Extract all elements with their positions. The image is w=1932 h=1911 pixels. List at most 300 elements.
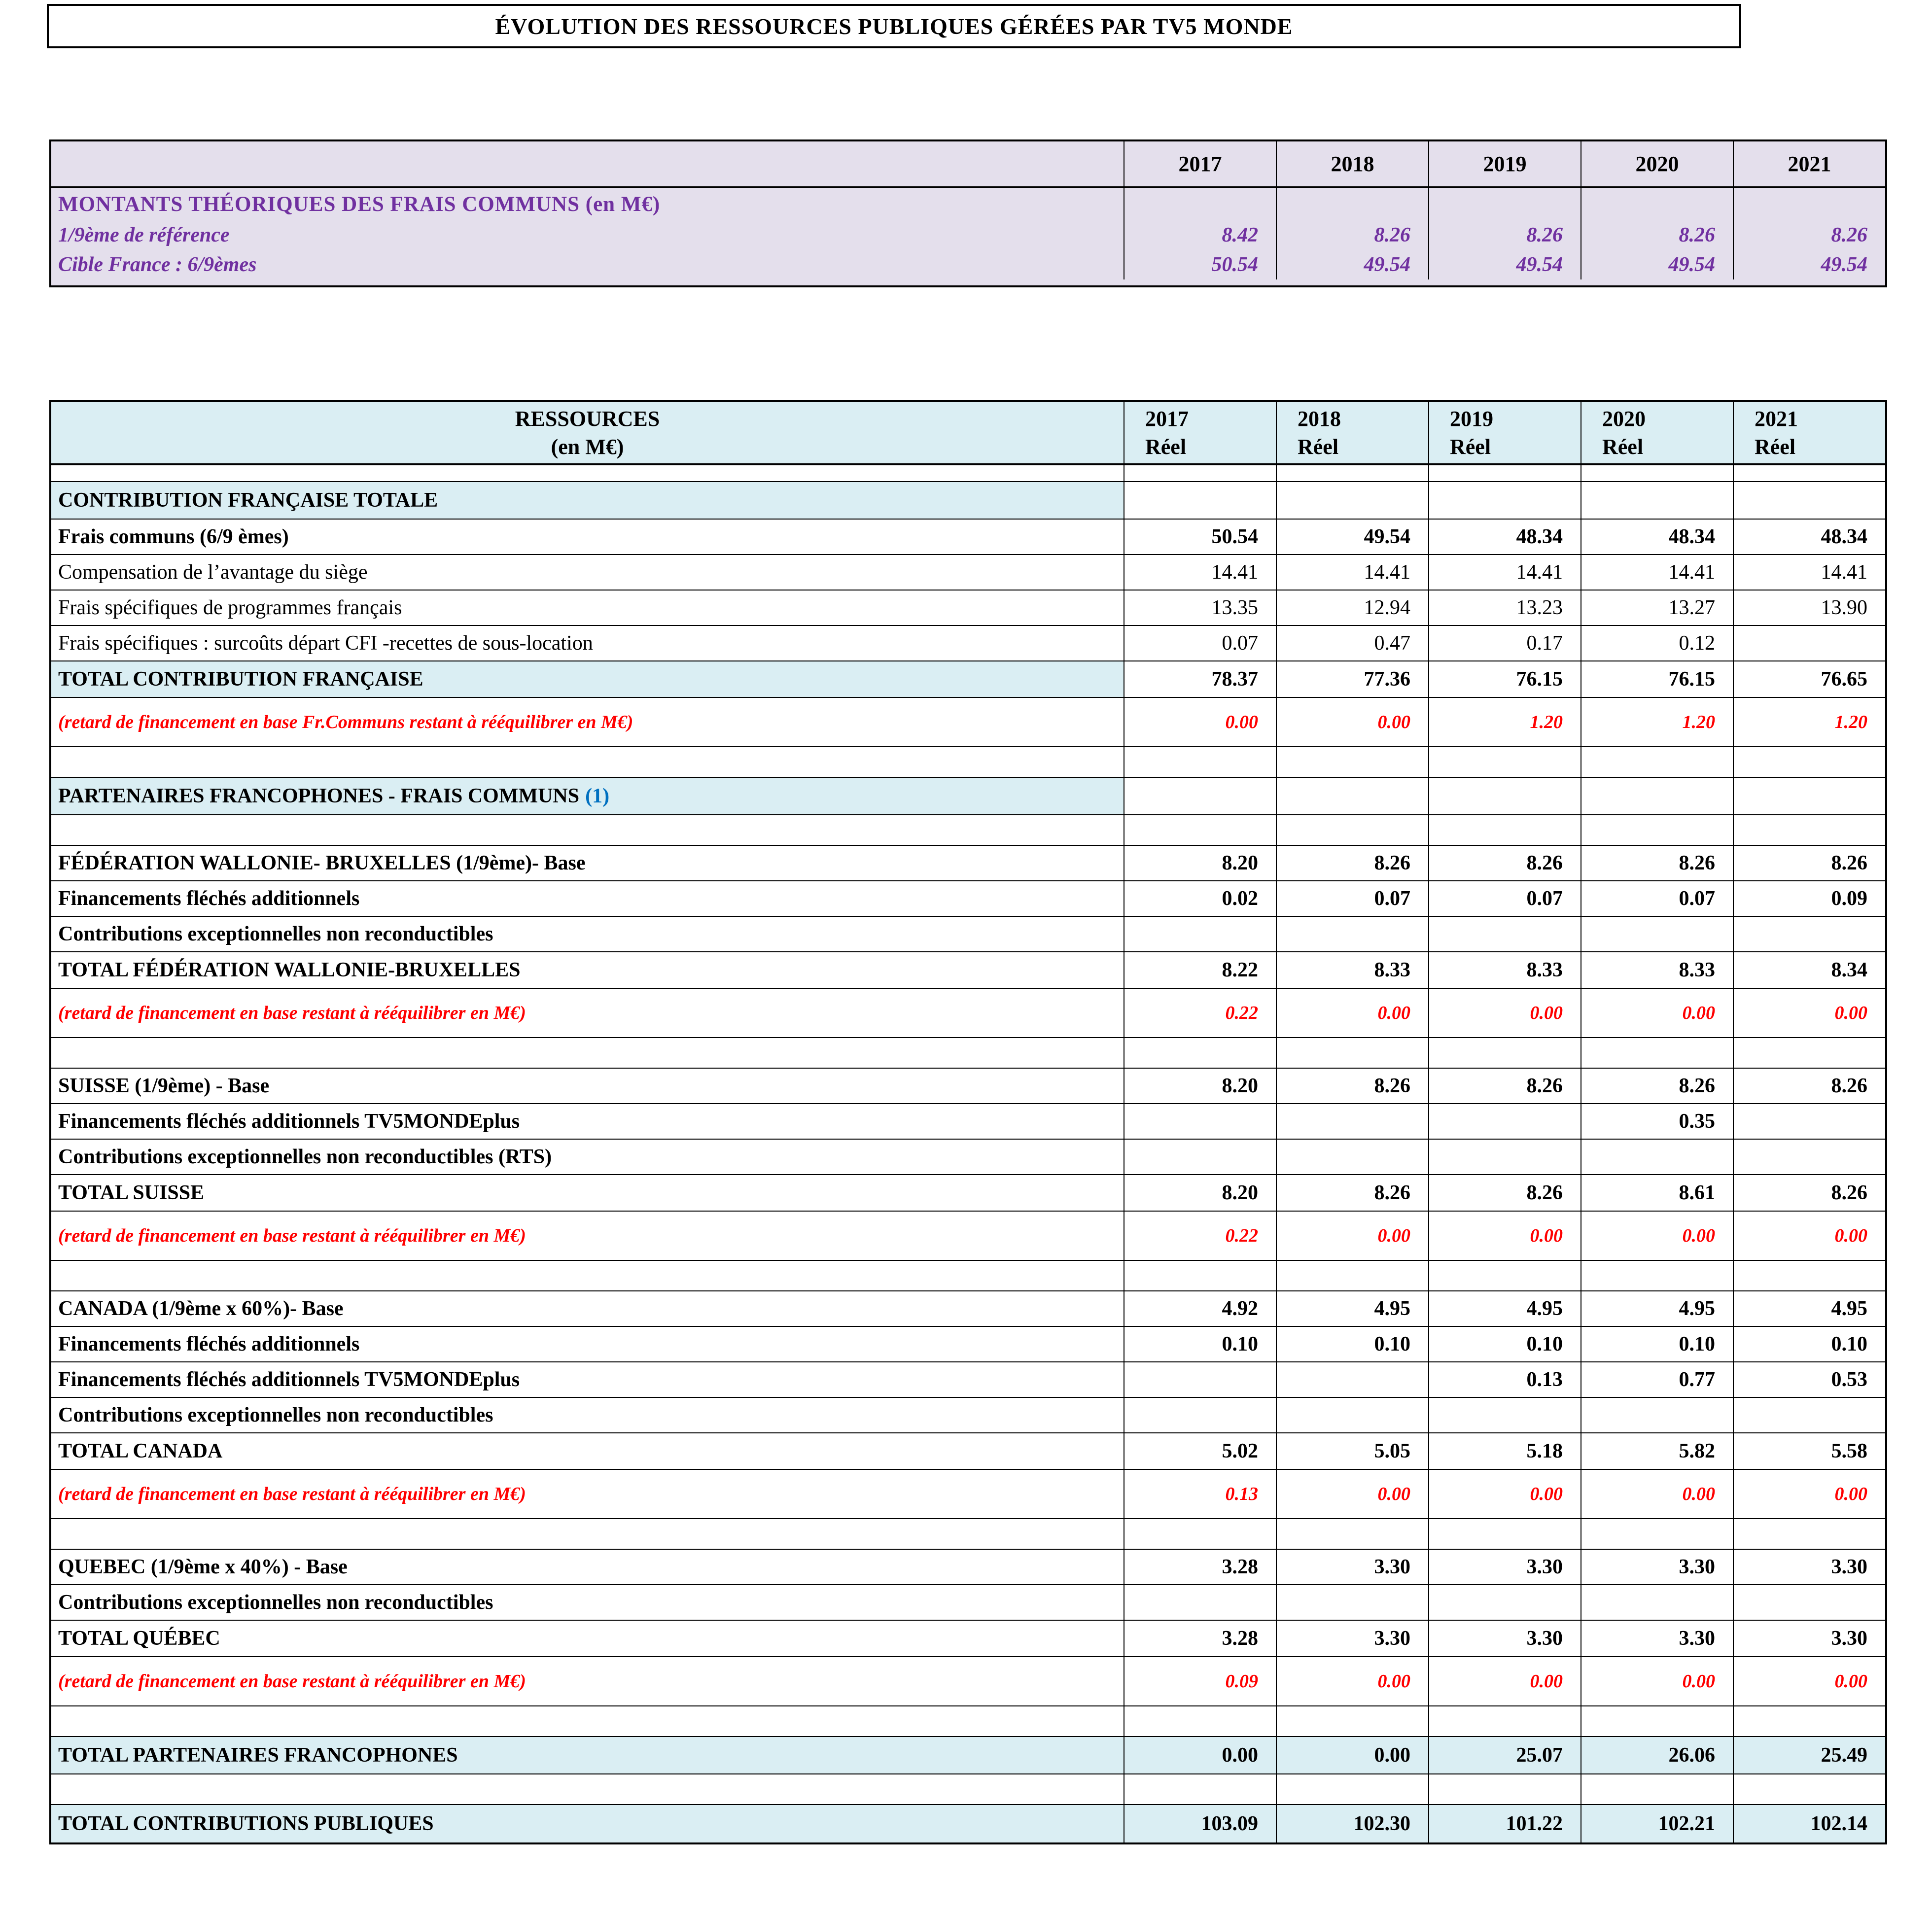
page-title: ÉVOLUTION DES RESSOURCES PUBLIQUES GÉRÉES PAR TV5 MONDE — [47, 4, 1741, 48]
row-value: 8.26 — [1733, 1175, 1885, 1211]
row-value: 0.00 — [1276, 1470, 1428, 1518]
row-value: 0.10 — [1124, 1327, 1276, 1361]
row-label — [51, 1104, 1124, 1139]
row-value — [1428, 1140, 1581, 1174]
row-label — [51, 591, 1124, 625]
theo-corner-cell — [51, 141, 1124, 186]
theo-value: 8.26 — [1581, 220, 1733, 250]
spacer-cell — [1276, 1261, 1428, 1290]
row-value: 14.41 — [1124, 555, 1276, 590]
theo-year-header: 2019 — [1428, 141, 1581, 186]
spacer-cell — [1276, 747, 1428, 777]
row-value — [1124, 482, 1276, 519]
row-value: 0.00 — [1428, 1212, 1581, 1260]
row-value: 76.65 — [1733, 661, 1885, 697]
resources-header-title — [51, 402, 1124, 463]
row-value: 26.06 — [1581, 1737, 1733, 1773]
theo-value: 8.26 — [1733, 220, 1885, 250]
row-value: 13.90 — [1733, 591, 1885, 625]
spacer-cell — [1581, 465, 1733, 481]
row-value: 5.02 — [1124, 1433, 1276, 1469]
table-row — [51, 1327, 1885, 1362]
row-label-text: Contributions exceptionnelles non reconductibles (RTS) — [58, 1146, 552, 1168]
resources-table — [49, 400, 1887, 1844]
row-value — [1733, 1140, 1885, 1174]
table-row — [51, 846, 1885, 881]
spacer-cell — [1428, 1706, 1581, 1736]
table-row — [51, 520, 1885, 555]
year-label: 2017 — [1145, 406, 1189, 431]
row-label-text: TOTAL PARTENAIRES FRANCOPHONES — [58, 1744, 458, 1767]
table-row — [51, 1069, 1885, 1104]
spacer-cell — [51, 1519, 1124, 1549]
row-value: 25.49 — [1733, 1737, 1885, 1773]
row-value — [1733, 1398, 1885, 1432]
theo-value: 49.54 — [1428, 250, 1581, 279]
table-row — [51, 881, 1885, 917]
row-value: 3.30 — [1276, 1550, 1428, 1584]
theo-data-row — [51, 220, 1885, 250]
row-label-text: CANADA (1/9ème x 60%)- Base — [58, 1297, 344, 1320]
reel-label: Réel — [1450, 435, 1491, 459]
row-value — [1733, 778, 1885, 814]
spacer-cell — [1276, 1038, 1428, 1068]
row-label — [51, 626, 1124, 660]
row-value: 0.00 — [1733, 989, 1885, 1037]
row-value — [1124, 778, 1276, 814]
resources-title-line1: RESSOURCES — [515, 406, 660, 431]
row-value: 12.94 — [1276, 591, 1428, 625]
row-value: 3.30 — [1428, 1550, 1581, 1584]
row-label — [51, 1805, 1124, 1842]
row-value — [1276, 482, 1428, 519]
theoretical-table-body — [51, 220, 1885, 279]
row-value: 0.00 — [1733, 1212, 1885, 1260]
row-label — [51, 778, 1124, 814]
row-value: 101.22 — [1428, 1805, 1581, 1842]
table-row — [51, 1398, 1885, 1433]
row-label-text: QUEBEC (1/9ème x 40%) - Base — [58, 1556, 348, 1578]
row-label — [51, 1291, 1124, 1326]
table-row — [51, 1470, 1885, 1519]
spacer-cell — [1733, 747, 1885, 777]
row-value: 13.27 — [1581, 591, 1733, 625]
theo-empty-cell — [1124, 188, 1276, 220]
row-value: 3.30 — [1581, 1550, 1733, 1584]
reel-label: Réel — [1755, 435, 1796, 459]
row-value: 0.07 — [1276, 881, 1428, 916]
spacer-cell — [1276, 815, 1428, 845]
row-value: 5.18 — [1428, 1433, 1581, 1469]
row-label-text: TOTAL CANADA — [58, 1440, 223, 1462]
row-value: 14.41 — [1428, 555, 1581, 590]
row-value — [1276, 1362, 1428, 1397]
table-row — [51, 1362, 1885, 1398]
row-value: 8.33 — [1276, 952, 1428, 988]
theo-value: 8.26 — [1428, 220, 1581, 250]
theo-empty-cell — [1276, 188, 1428, 220]
theoretical-section-header-row — [51, 188, 1885, 220]
row-value: 0.12 — [1581, 626, 1733, 660]
row-label — [51, 482, 1124, 519]
row-label — [51, 1433, 1124, 1469]
spacer-cell — [51, 815, 1124, 845]
table-row — [51, 1657, 1885, 1706]
reel-label: Réel — [1145, 435, 1187, 459]
row-value: 0.00 — [1581, 1657, 1733, 1705]
row-label-text: CONTRIBUTION FRANÇAISE TOTALE — [58, 489, 438, 512]
theo-value: 8.42 — [1124, 220, 1276, 250]
row-value — [1276, 778, 1428, 814]
row-label — [51, 698, 1124, 746]
table-row — [51, 661, 1885, 698]
theo-data-row — [51, 250, 1885, 279]
row-label — [51, 881, 1124, 916]
row-value — [1124, 1362, 1276, 1397]
row-value: 48.34 — [1428, 520, 1581, 554]
row-value: 0.10 — [1428, 1327, 1581, 1361]
resources-table-body — [51, 465, 1885, 1842]
spacer-cell — [1733, 1774, 1885, 1804]
row-value: 8.26 — [1276, 1175, 1428, 1211]
row-value: 0.53 — [1733, 1362, 1885, 1397]
reel-label: Réel — [1602, 435, 1644, 459]
row-value: 8.20 — [1124, 1175, 1276, 1211]
spacer-cell — [1276, 465, 1428, 481]
table-row — [51, 591, 1885, 626]
theo-year-header: 2021 — [1733, 141, 1885, 186]
row-value: 8.33 — [1581, 952, 1733, 988]
row-value: 0.13 — [1124, 1470, 1276, 1518]
spacer-cell — [1124, 1706, 1276, 1736]
theo-empty-cell — [1581, 188, 1733, 220]
spacer-cell — [1124, 815, 1276, 845]
row-value: 48.34 — [1581, 520, 1733, 554]
row-value: 0.00 — [1124, 698, 1276, 746]
theo-value: 49.54 — [1276, 250, 1428, 279]
row-label-text: FÉDÉRATION WALLONIE- BRUXELLES (1/9ème)- Base — [58, 852, 586, 874]
row-value — [1124, 1398, 1276, 1432]
table-row — [51, 482, 1885, 520]
row-value: 5.05 — [1276, 1433, 1428, 1469]
spacer-cell — [1733, 815, 1885, 845]
row-value: 4.95 — [1428, 1291, 1581, 1326]
row-value: 8.26 — [1428, 1175, 1581, 1211]
resources-title-line2: (en M€) — [551, 435, 624, 459]
row-value: 8.20 — [1124, 846, 1276, 880]
row-value: 0.10 — [1581, 1327, 1733, 1361]
row-label — [51, 1470, 1124, 1518]
row-label-text: Financements fléchés additionnels — [58, 1333, 360, 1355]
row-label — [51, 917, 1124, 951]
table-row — [51, 1621, 1885, 1657]
row-label-text: TOTAL CONTRIBUTION FRANÇAISE — [58, 668, 423, 691]
theo-row-label: 1/9ème de référence — [58, 224, 230, 246]
spacer-cell — [1276, 1706, 1428, 1736]
spacer-cell — [51, 747, 1124, 777]
row-value: 0.22 — [1124, 1212, 1276, 1260]
table-row — [51, 1550, 1885, 1585]
row-value: 0.00 — [1276, 1657, 1428, 1705]
row-value — [1276, 917, 1428, 951]
spacer-cell — [1733, 1706, 1885, 1736]
row-label-text: (retard de financement en base restant à rééquilibrer en M€) — [58, 1225, 526, 1246]
spacer-row — [51, 1038, 1885, 1069]
row-value: 14.41 — [1581, 555, 1733, 590]
row-label — [51, 1621, 1124, 1656]
row-label — [51, 952, 1124, 988]
spacer-cell — [1276, 1519, 1428, 1549]
row-value: 3.28 — [1124, 1550, 1276, 1584]
row-value: 3.30 — [1276, 1621, 1428, 1656]
row-label — [51, 1327, 1124, 1361]
spacer-row — [51, 1706, 1885, 1737]
row-value: 4.95 — [1733, 1291, 1885, 1326]
table-row — [51, 698, 1885, 747]
theo-empty-cell — [1733, 188, 1885, 220]
spacer-cell — [1733, 1519, 1885, 1549]
row-note: (1) — [585, 785, 610, 807]
row-value: 0.09 — [1733, 881, 1885, 916]
spacer-cell — [1581, 1774, 1733, 1804]
row-value: 78.37 — [1124, 661, 1276, 697]
row-value: 8.26 — [1428, 846, 1581, 880]
row-value: 48.34 — [1733, 520, 1885, 554]
row-label — [51, 1140, 1124, 1174]
row-label — [51, 1550, 1124, 1584]
row-label-text: TOTAL FÉDÉRATION WALLONIE-BRUXELLES — [58, 959, 521, 981]
table-row — [51, 626, 1885, 661]
theo-value: 50.54 — [1124, 250, 1276, 279]
row-label — [51, 1212, 1124, 1260]
row-value: 0.17 — [1428, 626, 1581, 660]
row-label — [51, 989, 1124, 1037]
theo-year-header: 2020 — [1581, 141, 1733, 186]
row-value: 0.00 — [1733, 1470, 1885, 1518]
row-value: 25.07 — [1428, 1737, 1581, 1773]
row-value: 77.36 — [1276, 661, 1428, 697]
row-value: 1.20 — [1581, 698, 1733, 746]
table-row — [51, 1736, 1885, 1774]
row-value: 0.22 — [1124, 989, 1276, 1037]
table-row — [51, 1585, 1885, 1621]
row-value — [1733, 1104, 1885, 1139]
row-label-text: Contributions exceptionnelles non reconductibles — [58, 923, 493, 945]
table-row — [51, 1291, 1885, 1327]
row-value: 49.54 — [1276, 520, 1428, 554]
row-value — [1428, 1585, 1581, 1620]
row-label — [51, 1657, 1124, 1705]
row-value — [1124, 1140, 1276, 1174]
row-label-text: Financements fléchés additionnels — [58, 887, 360, 910]
spacer-cell — [1581, 1519, 1733, 1549]
spacer-cell — [1276, 1774, 1428, 1804]
row-value: 0.00 — [1581, 1470, 1733, 1518]
row-value: 0.07 — [1428, 881, 1581, 916]
row-value — [1428, 778, 1581, 814]
theo-year-header: 2018 — [1276, 141, 1428, 186]
row-value: 3.30 — [1733, 1621, 1885, 1656]
row-label-text: Frais spécifiques : surcoûts départ CFI -recettes de sous-location — [58, 632, 593, 655]
table-row — [51, 1140, 1885, 1175]
row-label — [51, 661, 1124, 697]
row-value: 8.34 — [1733, 952, 1885, 988]
spacer-cell — [1124, 747, 1276, 777]
row-value: 13.23 — [1428, 591, 1581, 625]
spacer-cell — [1581, 1038, 1733, 1068]
year-label: 2020 — [1602, 406, 1646, 431]
row-value: 0.00 — [1276, 1212, 1428, 1260]
row-value: 1.20 — [1733, 698, 1885, 746]
resources-header-row — [51, 402, 1885, 465]
row-value: 8.26 — [1276, 846, 1428, 880]
row-value — [1276, 1140, 1428, 1174]
row-value: 14.41 — [1733, 555, 1885, 590]
table-row — [51, 917, 1885, 952]
row-value: 14.41 — [1276, 555, 1428, 590]
spacer-cell — [1581, 747, 1733, 777]
row-value — [1581, 1140, 1733, 1174]
spacer-cell — [1428, 1519, 1581, 1549]
table-row — [51, 1175, 1885, 1212]
row-value: 0.35 — [1581, 1104, 1733, 1139]
theo-value: 8.26 — [1276, 220, 1428, 250]
row-value: 0.00 — [1428, 1470, 1581, 1518]
row-value — [1581, 778, 1733, 814]
spacer-cell — [51, 1706, 1124, 1736]
resources-year-header — [1428, 402, 1581, 463]
row-value: 102.21 — [1581, 1805, 1733, 1842]
spacer-cell — [1124, 1774, 1276, 1804]
row-value: 8.26 — [1581, 1069, 1733, 1103]
row-label-text: Compensation de l’avantage du siège — [58, 561, 368, 584]
row-label-text: Contributions exceptionnelles non reconductibles — [58, 1404, 493, 1426]
row-value: 1.20 — [1428, 698, 1581, 746]
row-value: 8.26 — [1733, 846, 1885, 880]
row-value — [1428, 917, 1581, 951]
row-value: 8.33 — [1428, 952, 1581, 988]
row-label — [51, 1175, 1124, 1211]
spacer-cell — [1124, 1519, 1276, 1549]
row-label — [51, 1585, 1124, 1620]
row-value: 8.61 — [1581, 1175, 1733, 1211]
row-value: 8.26 — [1581, 846, 1733, 880]
year-label: 2021 — [1755, 406, 1798, 431]
row-label-text: Frais spécifiques de programmes français — [58, 596, 402, 619]
table-row — [51, 1212, 1885, 1261]
row-value: 0.10 — [1276, 1327, 1428, 1361]
row-value: 0.00 — [1276, 698, 1428, 746]
spacer-cell — [1581, 815, 1733, 845]
resources-year-header — [1276, 402, 1428, 463]
row-label — [51, 1737, 1124, 1773]
row-value: 102.14 — [1733, 1805, 1885, 1842]
row-label-text: SUISSE (1/9ème) - Base — [58, 1075, 270, 1097]
row-value: 0.00 — [1581, 1212, 1733, 1260]
spacer-cell — [1124, 465, 1276, 481]
spacer-cell — [1428, 1774, 1581, 1804]
row-value — [1733, 626, 1885, 660]
row-value: 0.77 — [1581, 1362, 1733, 1397]
spacer-cell — [51, 1774, 1124, 1804]
year-label: 2018 — [1298, 406, 1341, 431]
spacer-cell — [1428, 465, 1581, 481]
row-label-text: Financements fléchés additionnels TV5MONDEplus — [58, 1368, 520, 1391]
theo-value: 49.54 — [1733, 250, 1885, 279]
theo-value: 49.54 — [1581, 250, 1733, 279]
row-label — [51, 1069, 1124, 1103]
table-row — [51, 555, 1885, 591]
row-value: 76.15 — [1581, 661, 1733, 697]
row-label — [51, 555, 1124, 590]
theoretical-year-header-row — [51, 141, 1885, 188]
table-row — [51, 989, 1885, 1038]
row-value — [1124, 1585, 1276, 1620]
row-value — [1428, 1398, 1581, 1432]
row-value: 0.00 — [1276, 1737, 1428, 1773]
row-value — [1581, 1398, 1733, 1432]
row-value: 5.58 — [1733, 1433, 1885, 1469]
table-row — [51, 778, 1885, 815]
row-value — [1428, 1104, 1581, 1139]
row-value: 0.10 — [1733, 1327, 1885, 1361]
spacer-cell — [1581, 1706, 1733, 1736]
row-value: 3.30 — [1733, 1550, 1885, 1584]
spacer-cell — [51, 1261, 1124, 1290]
row-label-text: PARTENAIRES FRANCOPHONES - FRAIS COMMUNS — [58, 785, 580, 807]
row-value: 103.09 — [1124, 1805, 1276, 1842]
row-value: 8.20 — [1124, 1069, 1276, 1103]
table-row — [51, 1104, 1885, 1140]
row-value: 0.00 — [1276, 989, 1428, 1037]
row-value: 0.13 — [1428, 1362, 1581, 1397]
row-value: 0.00 — [1428, 1657, 1581, 1705]
spacer-cell — [1428, 747, 1581, 777]
theo-row-label: Cible France : 6/9èmes — [58, 253, 257, 276]
spacer-cell — [1428, 815, 1581, 845]
row-value: 4.95 — [1276, 1291, 1428, 1326]
row-label-text: (retard de financement en base restant à rééquilibrer en M€) — [58, 1003, 526, 1023]
row-label-text: TOTAL SUISSE — [58, 1181, 205, 1204]
row-value: 8.26 — [1733, 1069, 1885, 1103]
resources-year-header — [1124, 402, 1276, 463]
row-value: 50.54 — [1124, 520, 1276, 554]
theo-empty-cell — [1428, 188, 1581, 220]
spacer-row — [51, 815, 1885, 846]
spacer-cell — [1733, 1261, 1885, 1290]
row-value: 0.00 — [1428, 989, 1581, 1037]
spacer-cell — [1124, 1261, 1276, 1290]
row-label — [51, 1398, 1124, 1432]
row-value: 0.00 — [1124, 1737, 1276, 1773]
row-value — [1733, 1585, 1885, 1620]
row-value: 5.82 — [1581, 1433, 1733, 1469]
row-value: 0.07 — [1581, 881, 1733, 916]
row-label — [51, 1362, 1124, 1397]
theo-section-label: MONTANTS THÉORIQUES DES FRAIS COMMUNS (en M€) — [58, 192, 661, 216]
row-value — [1276, 1104, 1428, 1139]
spacer-row — [51, 1261, 1885, 1291]
row-value — [1124, 1104, 1276, 1139]
row-value: 0.02 — [1124, 881, 1276, 916]
row-value — [1276, 1585, 1428, 1620]
row-label-text: Contributions exceptionnelles non reconductibles — [58, 1591, 493, 1614]
row-value — [1276, 1398, 1428, 1432]
row-value: 8.26 — [1428, 1069, 1581, 1103]
row-value: 3.30 — [1428, 1621, 1581, 1656]
row-value — [1581, 1585, 1733, 1620]
spacer-cell — [51, 465, 1124, 481]
